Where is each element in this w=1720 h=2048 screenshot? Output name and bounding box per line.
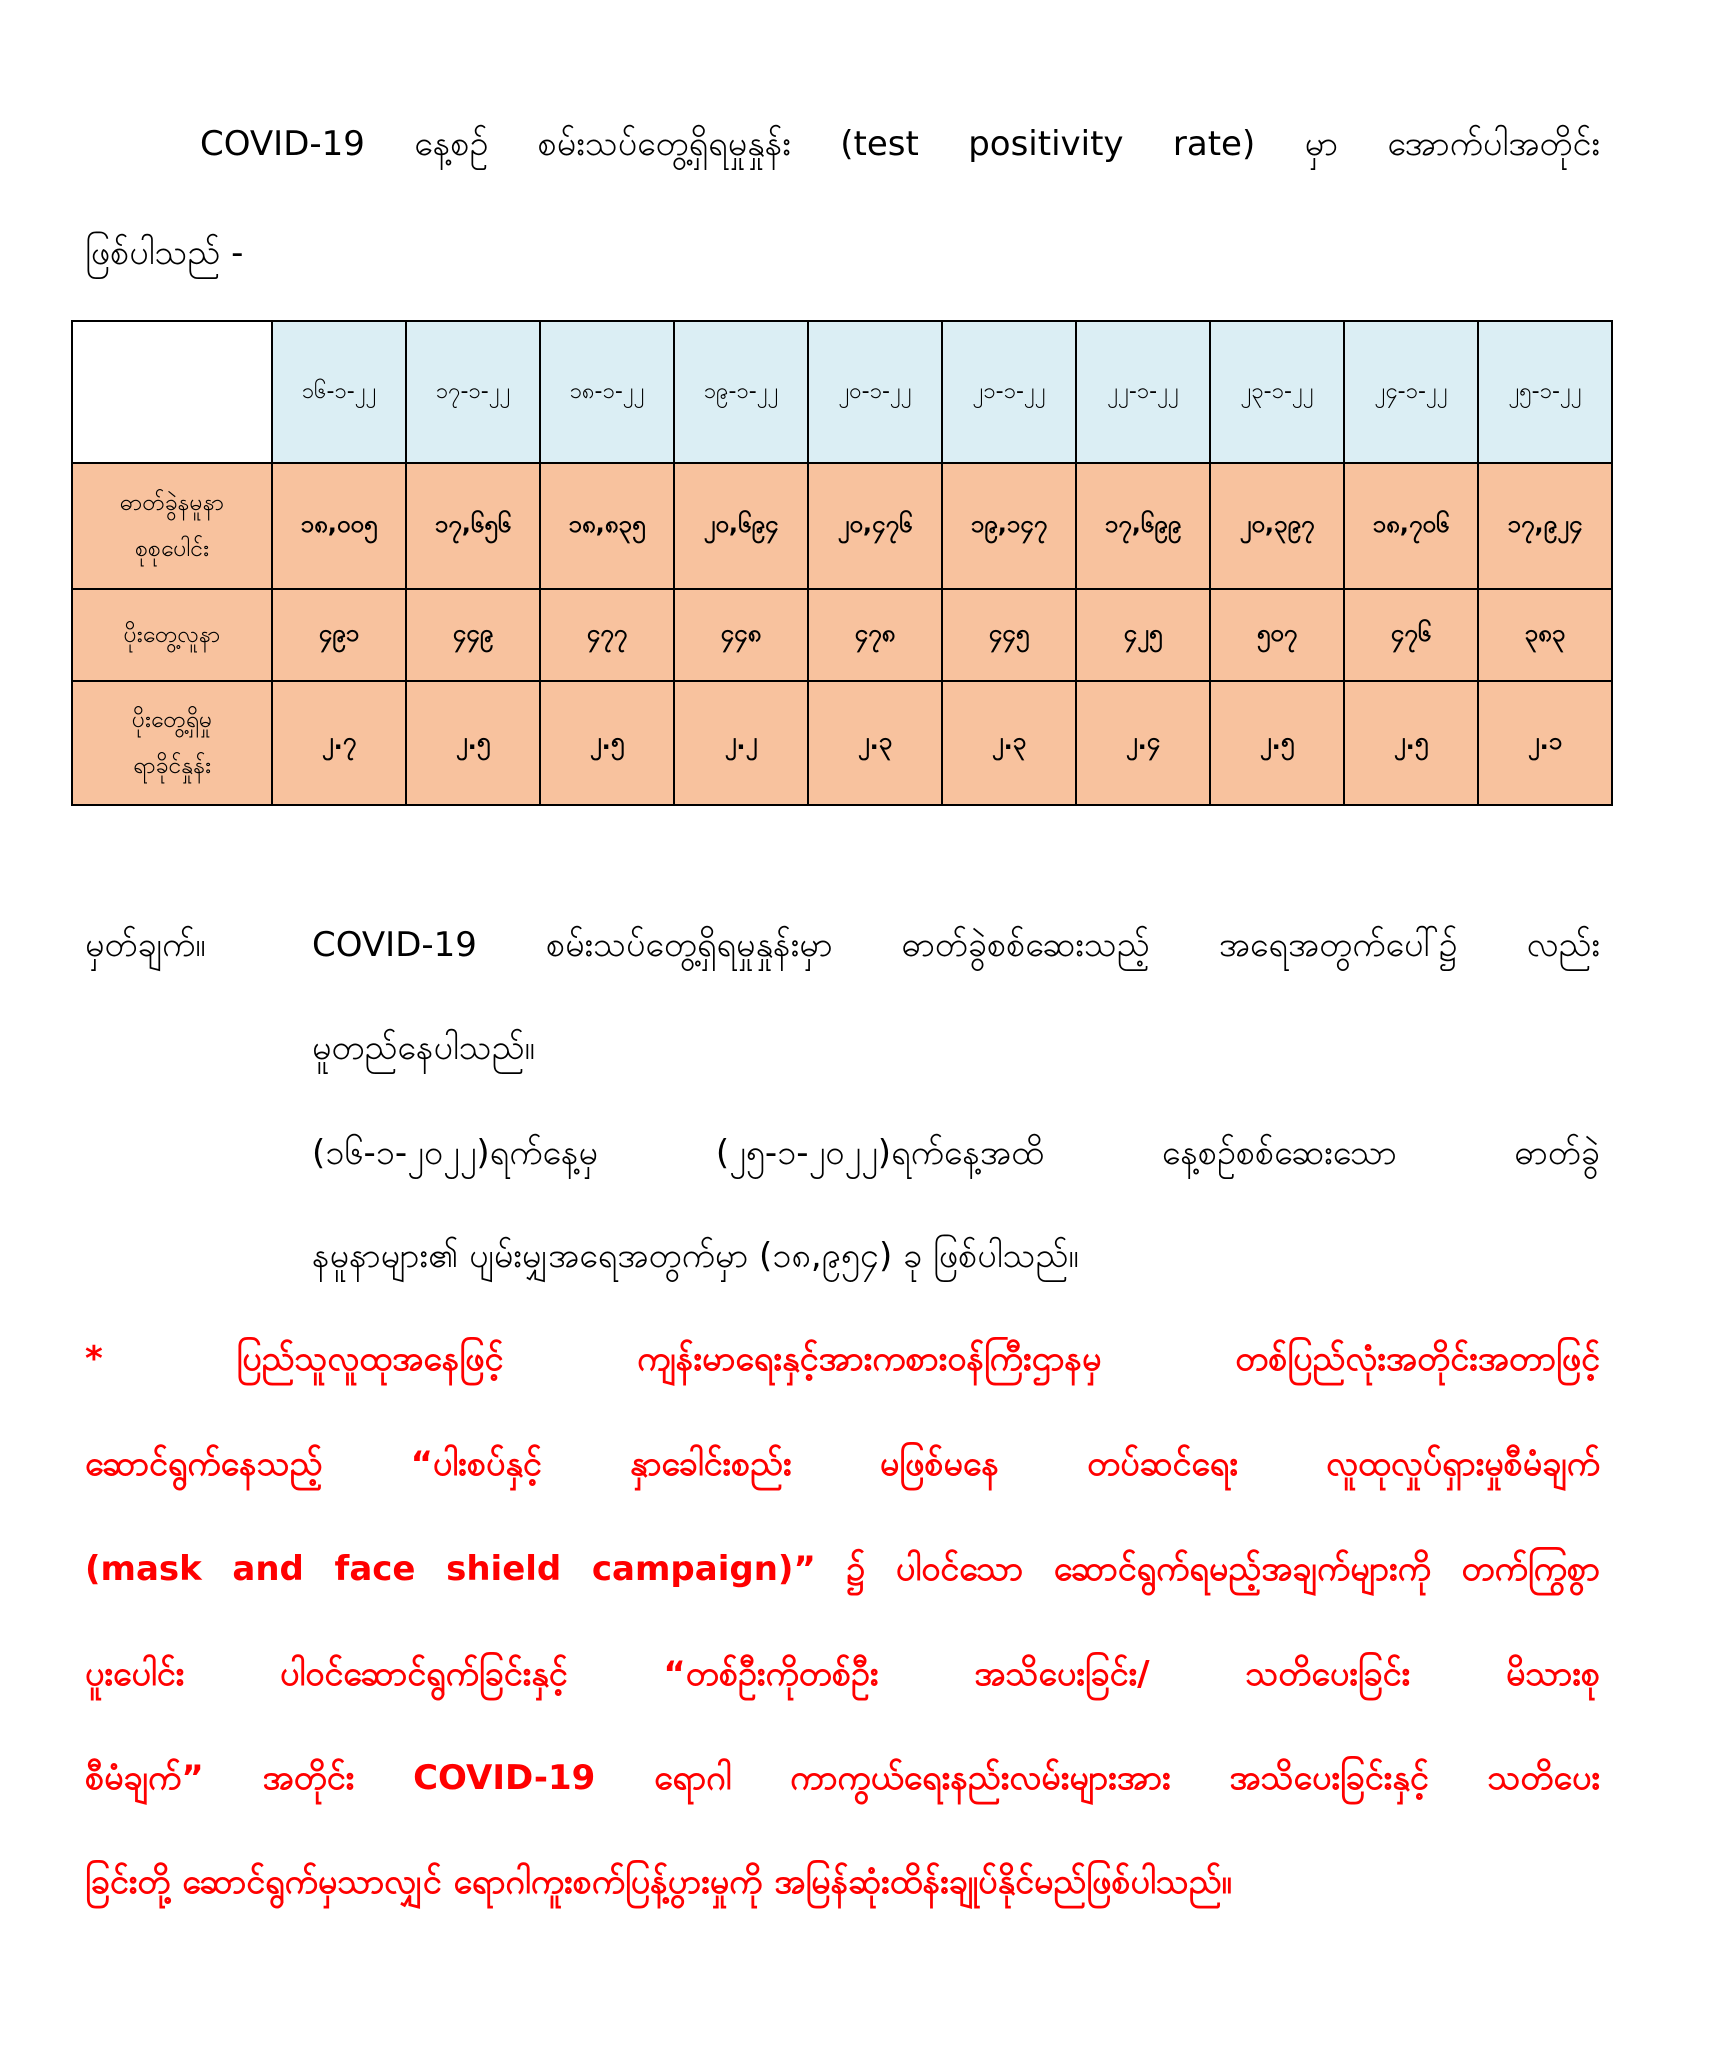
table-row-total-samples <box>72 463 1612 589</box>
table-cell: ၄၄၈ <box>674 589 808 681</box>
table-cell: ၁၇,၉၂၄ <box>1478 463 1612 589</box>
date-header: ၁၆-၁-၂၂ <box>272 321 406 463</box>
note-line-1: COVID-19 စမ်းသပ်တွေ့ရှိရမှုနှုန်းမှာ ဓာတ်ခွဲစစ်ဆေးသည့် အရေအတွက်ပေါ်၌ လည်း <box>312 925 1600 965</box>
table-cell: ၅၀၇ <box>1210 589 1344 681</box>
advisory-line-6: ခြင်းတို့ ဆောင်ရွက်မှသာလျှင် ရောဂါကူးစက်ပြန့်ပွားမှုကို အမြန်ဆုံးထိန်းချုပ်နိုင်မည်ဖြစ်ပါသည်။ <box>85 1862 1232 1902</box>
table-cell: ၄၂၅ <box>1076 589 1210 681</box>
date-header: ၂၄-၁-၂၂ <box>1344 321 1478 463</box>
date-header: ၂၂-၁-၂၂ <box>1076 321 1210 463</box>
table-cell: ၂.၃ <box>942 681 1076 805</box>
note-line-4: နမူနာများ၏ ပျမ်းမျှအရေအတွက်မှာ (၁၈,၉၅၄) ခု ဖြစ်ပါသည်။ <box>312 1236 1079 1276</box>
date-header: ၂၅-၁-၂၂ <box>1478 321 1612 463</box>
table-cell: ၃၈၃ <box>1478 589 1612 681</box>
row-label-line: ပိုးတွေ့လူနာ <box>123 622 221 648</box>
positivity-table <box>71 320 1613 806</box>
table-cell: ၁၇,၆၅၆ <box>406 463 540 589</box>
row-label <box>72 589 272 681</box>
advisory-line-4: ပူးပေါင်း ပါဝင်ဆောင်ရွက်ခြင်းနှင့် “တစ်ဦးကိုတစ်ဦး အသိပေးခြင်း/ သတိပေးခြင်း မိသားစု <box>85 1654 1600 1694</box>
table-cell: ၂.၃ <box>808 681 942 805</box>
note-line-2: မူတည်နေပါသည်။ <box>312 1028 535 1068</box>
table-cell: ၂၀,၃၉၇ <box>1210 463 1344 589</box>
row-label-line: ပိုးတွေ့ရှိမှု <box>131 707 213 733</box>
table-cell: ၂.၂ <box>674 681 808 805</box>
table-cell: ၂.၅ <box>1210 681 1344 805</box>
table-cell: ၄၇၇ <box>540 589 674 681</box>
table-cell: ၁၈,၀၀၅ <box>272 463 406 589</box>
table-cell: ၁၈,၇၀၆ <box>1344 463 1478 589</box>
advisory-line-2: ဆောင်ရွက်နေသည့် “ပါးစပ်နှင့် နှာခေါင်းစည်း မဖြစ်မနေ တပ်ဆင်ရေး လူထုလှုပ်ရှားမှုစီမံချက် <box>85 1444 1600 1484</box>
note-line-3: (၁၆-၁-၂၀၂၂)ရက်နေ့မှ (၂၅-၁-၂၀၂၂)ရက်နေ့အထိ နေ့စဉ်စစ်ဆေးသော ဓာတ်ခွဲ <box>312 1133 1600 1173</box>
date-header: ၂၀-၁-၂၂ <box>808 321 942 463</box>
table-cell: ၁၉,၁၄၇ <box>942 463 1076 589</box>
date-header: ၂၃-၁-၂၂ <box>1210 321 1344 463</box>
table-cell: ၄၄၉ <box>406 589 540 681</box>
date-header: ၁၈-၁-၂၂ <box>540 321 674 463</box>
table-cell: ၁၇,၆၉၉ <box>1076 463 1210 589</box>
table-cell: ၄၇၈ <box>808 589 942 681</box>
table-cell: ၄၇၆ <box>1344 589 1478 681</box>
row-label-line: ရာခိုင်နှုန်း <box>133 753 211 779</box>
advisory-line-1: * ပြည်သူလူထုအနေဖြင့် ကျန်းမာရေးနှင့်အားကစားဝန်ကြီးဌာနမှ တစ်ပြည်လုံးအတိုင်းအတာဖြင့် <box>85 1339 1600 1379</box>
table-cell: ၁၈,၈၃၅ <box>540 463 674 589</box>
date-header: ၁၉-၁-၂၂ <box>674 321 808 463</box>
row-label-line: ဓာတ်ခွဲနမူနာ <box>119 490 225 516</box>
table-cell: ၂.၁ <box>1478 681 1612 805</box>
header-row <box>72 321 1612 463</box>
intro-line-2: ဖြစ်ပါသည် - <box>85 233 244 273</box>
table-cell: ၄၄၅ <box>942 589 1076 681</box>
table-row-positive-cases <box>72 589 1612 681</box>
table-cell: ၂.၅ <box>406 681 540 805</box>
header-blank-cell <box>72 321 272 463</box>
table-cell: ၂.၅ <box>540 681 674 805</box>
date-header: ၂၁-၁-၂၂ <box>942 321 1076 463</box>
table-cell: ၂.၇ <box>272 681 406 805</box>
advisory-line-5: စီမံချက်” အတိုင်း COVID-19 ရောဂါ ကာကွယ်ရေးနည်းလမ်းများအား အသိပေးခြင်းနှင့် သတိပေး <box>85 1758 1600 1798</box>
note-label: မှတ်ချက်။ <box>85 925 206 965</box>
date-header: ၁၇-၁-၂၂ <box>406 321 540 463</box>
intro-line-1: COVID-19 နေ့စဉ် စမ်းသပ်တွေ့ရှိရမှုနှုန်း (test positivity rate) မှာ အောက်ပါအတိုင်း <box>200 124 1600 164</box>
table-cell: ၂.၅ <box>1344 681 1478 805</box>
advisory-line-3: (mask and face shield campaign)” ၌ ပါဝင်သော ဆောင်ရွက်ရမည့်အချက်များကို တက်ကြွစွာ <box>85 1549 1600 1589</box>
row-label <box>72 681 272 805</box>
table-cell: ၂၀,၆၉၄ <box>674 463 808 589</box>
row-label <box>72 463 272 589</box>
table-cell: ၂.၄ <box>1076 681 1210 805</box>
row-label-line: စုစုပေါင်း <box>134 536 210 562</box>
table-row-positivity-rate <box>72 681 1612 805</box>
table-cell: ၂၀,၄၇၆ <box>808 463 942 589</box>
table-cell: ၄၉၁ <box>272 589 406 681</box>
